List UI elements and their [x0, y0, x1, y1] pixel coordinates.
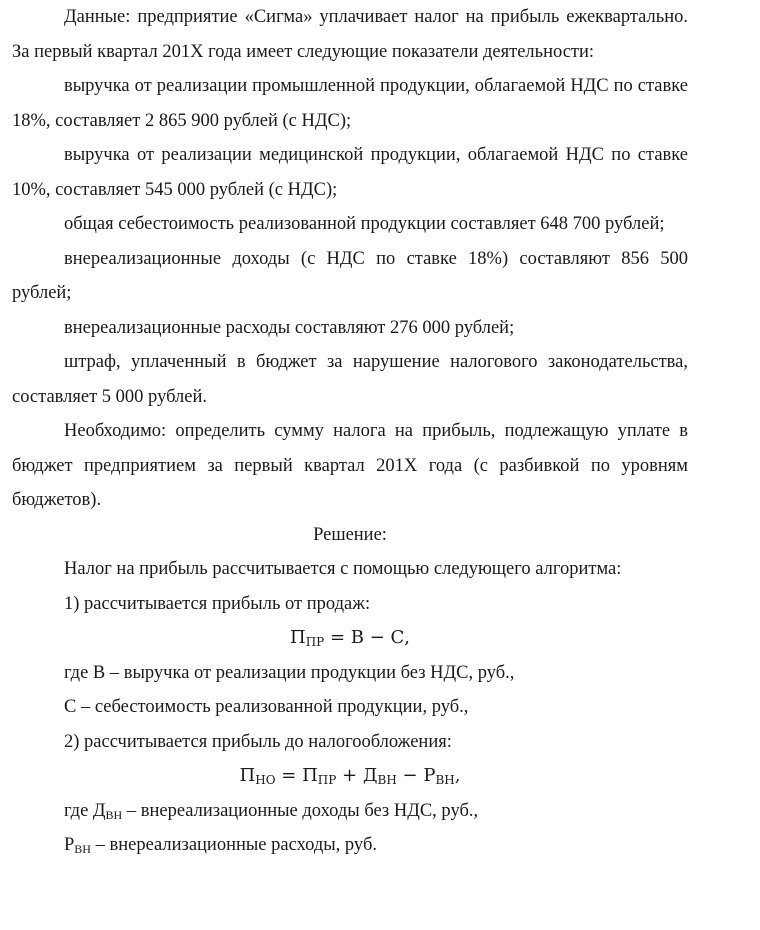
formula2-t1-sub: ПР: [317, 773, 337, 787]
where2-r-pre: Р: [64, 835, 75, 855]
step-2: 2) рассчитывается прибыль до налогообложения:: [64, 731, 452, 752]
formula1-lhs-sub: ПР: [305, 635, 325, 649]
where2-d-pre: где Д: [64, 800, 106, 821]
document-page: [12, 0, 688, 863]
formula-sales-profit: [12, 621, 688, 656]
item-cost-of-sales: общая себестоимость реализованной продукции составляет 648 700 рублей;: [64, 214, 665, 234]
formula-pretax-profit: [12, 759, 688, 794]
formula2-t2-sub: ВН: [377, 773, 397, 787]
where2-r-sub: ВН: [74, 842, 91, 856]
given-paragraph: Данные: предприятие «Сигма» уплачивает налог на прибыль ежеквартально. За первый квартал 201X года имеет следующие показатели деятельности:: [12, 7, 688, 62]
formula1-lhs: П: [289, 627, 306, 648]
where2-d-sub: ВН: [105, 807, 123, 822]
item-industrial-revenue: выручка от реализации промышленной продукции, облагаемой НДС по ставке 18%, составляет 2 865 900 рублей (с НДС);: [12, 76, 688, 131]
algorithm-intro: Налог на прибыль рассчитывается с помощью следующего алгоритма:: [64, 559, 622, 579]
where-cost: С – себестоимость реализованной продукции, руб.,: [64, 697, 469, 717]
page-crop-edge: [0, 920, 760, 930]
where2-d-post: – внереализационные доходы без НДС, руб.,: [122, 800, 479, 821]
formula2-t1: = П: [275, 765, 318, 786]
formula2-t3-sub: ВН: [435, 773, 455, 787]
item-non-operating-expenses: внереализационные расходы составляют 276 000 рублей;: [64, 317, 515, 338]
where-non-operating-income: [12, 794, 688, 829]
formula2-lhs: П: [239, 765, 256, 786]
task-paragraph: Необходимо: определить сумму налога на прибыль, подлежащую уплате в бюджет предприятием за первый квартал 201X года (с разбивкой по уровням бюджетов).: [12, 421, 688, 510]
formula2-lhs-sub: НО: [255, 773, 276, 787]
item-medical-revenue: выручка от реализации медицинской продукции, облагаемой НДС по ставке 10%, составляет 545 000 рублей (с НДС);: [12, 145, 688, 200]
formula2-end: ,: [454, 765, 461, 786]
solution-heading: Решение:: [313, 524, 387, 545]
formula1-rhs: = В − С,: [324, 627, 411, 648]
item-non-operating-income: внереализационные доходы (с НДС по ставке 18%) составляют 856 500 рублей;: [12, 248, 688, 303]
formula2-t3: − Р: [396, 765, 436, 786]
item-penalty: штраф, уплаченный в бюджет за нарушение налогового законодательства, составляет 5 000 рублей.: [12, 352, 688, 407]
where-non-operating-expenses: [12, 828, 688, 863]
where-revenue: где В – выручка от реализации продукции без НДС, руб.,: [64, 662, 515, 683]
formula2-t2: + Д: [336, 765, 378, 786]
where2-r-post: – внереализационные расходы, руб.: [90, 835, 377, 855]
step-1: 1) рассчитывается прибыль от продаж:: [64, 593, 371, 614]
